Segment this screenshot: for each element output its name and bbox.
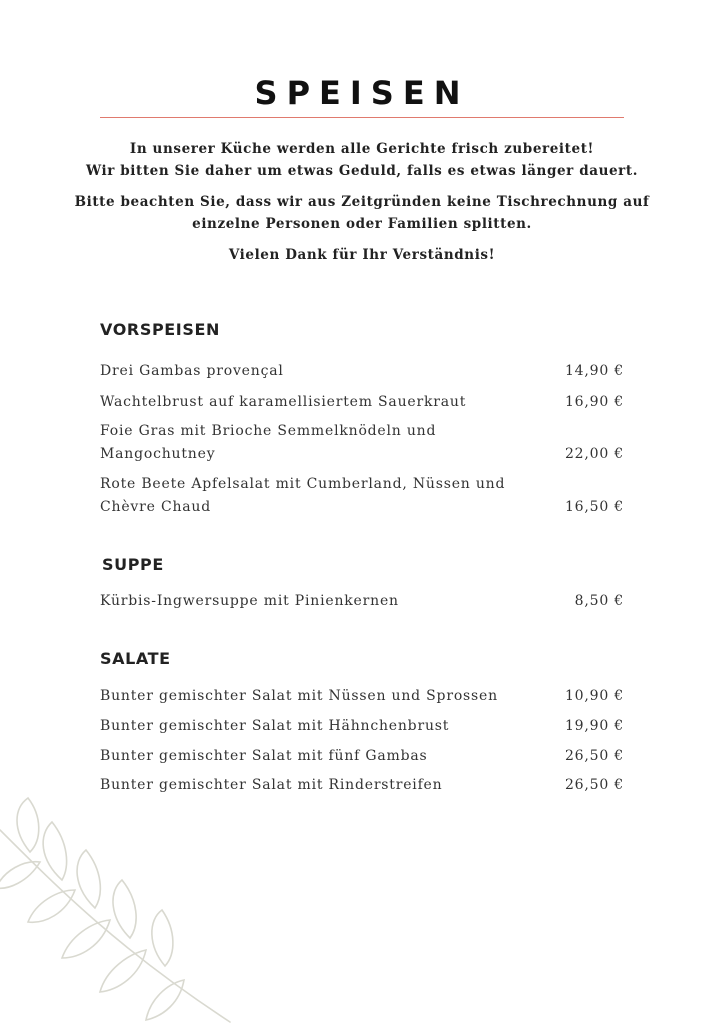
leaf-branch-icon — [0, 790, 240, 1024]
dish-name: Drei Gambas provençal — [100, 363, 284, 379]
title-divider — [100, 117, 624, 118]
dish-name: Kürbis-Ingwersuppe mit Pinienkernen — [100, 593, 399, 609]
menu-item — [100, 391, 624, 414]
intro-notice — [40, 138, 684, 266]
section-heading-suppe: SUPPE — [102, 555, 164, 574]
intro-line: In unserer Küche werden alle Gerichte frisch zubereitet! — [129, 141, 595, 157]
menu-item — [100, 590, 624, 613]
dish-name: Wachtelbrust auf karamellisiertem Sauerkraut — [100, 394, 467, 410]
intro-line: einzelne Personen oder Familien splitten. — [192, 216, 532, 232]
dish-name: Rote Beete Apfelsalat mit Cumberland, Nüssen und Chèvre Chaud — [100, 476, 506, 515]
dish-name: Bunter gemischter Salat mit Rinderstreifen — [100, 777, 443, 793]
menu-item — [100, 420, 624, 466]
dish-price: 22,00 € — [564, 446, 624, 462]
dish-price: 16,90 € — [564, 394, 624, 410]
dish-name: Foie Gras mit Brioche Semmelknödeln und Mangochutney — [100, 423, 437, 462]
dish-price: 8,50 € — [574, 593, 624, 609]
menu-item — [100, 473, 624, 519]
dish-name: Bunter gemischter Salat mit Nüssen und Sprossen — [100, 688, 498, 704]
menu-item — [100, 715, 624, 738]
dish-price: 16,50 € — [564, 499, 624, 515]
dish-price: 19,90 € — [564, 718, 624, 734]
menu-item — [100, 745, 624, 768]
dish-price: 10,90 € — [564, 688, 624, 704]
menu-item — [100, 360, 624, 383]
dish-price: 14,90 € — [564, 363, 624, 379]
intro-line: Bitte beachten Sie, dass wir aus Zeitgründen keine Tischrechnung auf — [74, 194, 650, 210]
dish-price: 26,50 € — [564, 748, 624, 764]
intro-line: Wir bitten Sie daher um etwas Geduld, falls es etwas länger dauert. — [85, 163, 639, 179]
section-heading-vorspeisen: VORSPEISEN — [100, 320, 220, 339]
page-title: SPEISEN — [254, 74, 470, 113]
intro-line: Vielen Dank für Ihr Verständnis! — [228, 247, 496, 263]
dish-price: 26,50 € — [564, 777, 624, 793]
dish-name: Bunter gemischter Salat mit Hähnchenbrust — [100, 718, 450, 734]
section-heading-salate: SALATE — [100, 649, 171, 668]
menu-item — [100, 685, 624, 708]
dish-name: Bunter gemischter Salat mit fünf Gambas — [100, 748, 428, 764]
